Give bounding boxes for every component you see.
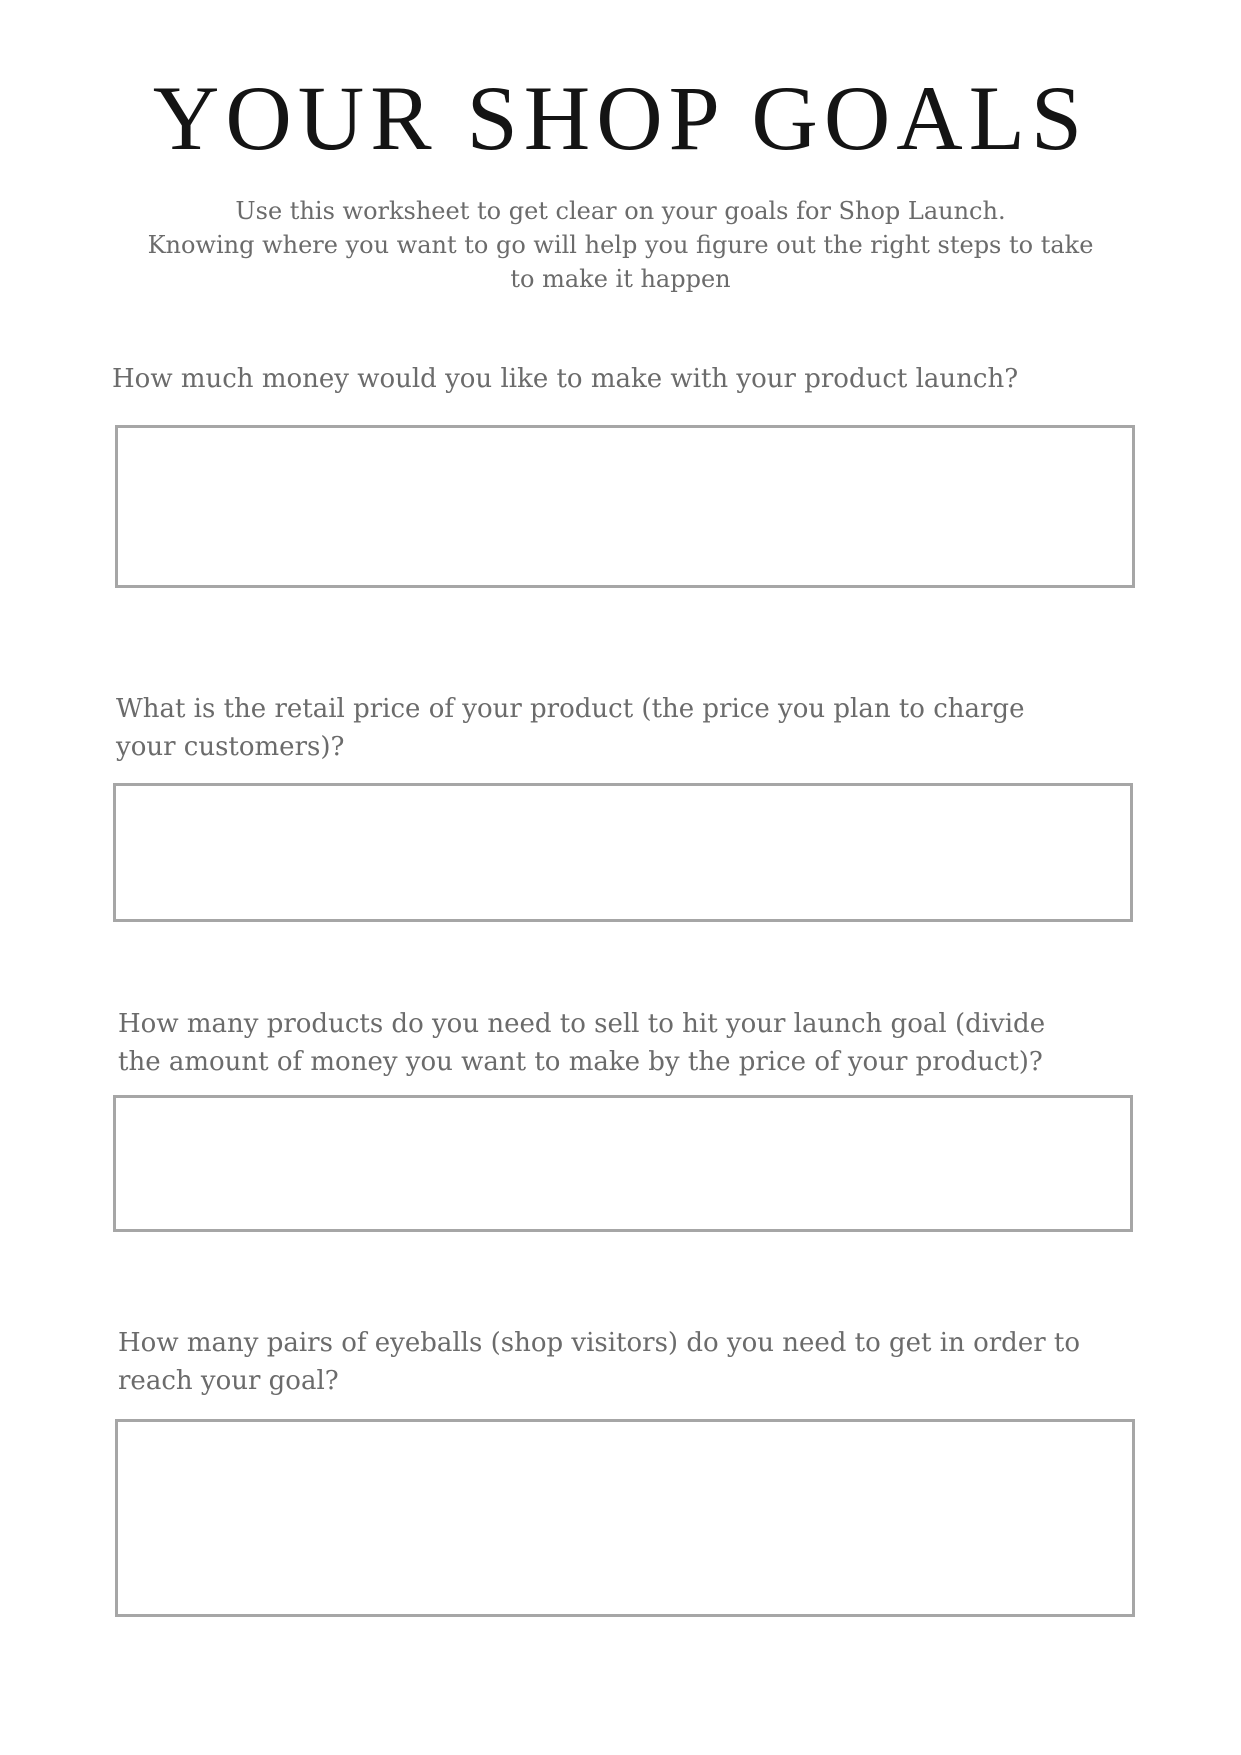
intro-line-1: Use this worksheet to get clear on your goals for Shop Launch. [235,197,1006,225]
intro-line-2: Knowing where you want to go will help you figure out the right steps to take [147,231,1094,259]
question-3-label: How many products do you need to sell to hit your launch goal (divide the amount of money you want to make by the price of your product)? [118,1009,1046,1077]
question-2-label: What is the retail price of your product (the price you plan to charge your customers)? [116,694,1025,762]
question-1-label: How much money would you like to make with your product launch? [112,364,1019,394]
page-title: YOUR SHOP GOALS [152,67,1089,169]
question-4-label: How many pairs of eyeballs (shop visitors) do you need to get in order to reach your goal? [118,1328,1080,1396]
intro-line-3: to make it happen [510,265,731,293]
question-3-answer-field[interactable] [113,1095,1133,1232]
question-2-answer-field[interactable] [113,783,1133,922]
question-4-answer-field[interactable] [115,1419,1135,1617]
intro-text [140,194,1101,296]
question-1-answer-field[interactable] [115,425,1135,588]
